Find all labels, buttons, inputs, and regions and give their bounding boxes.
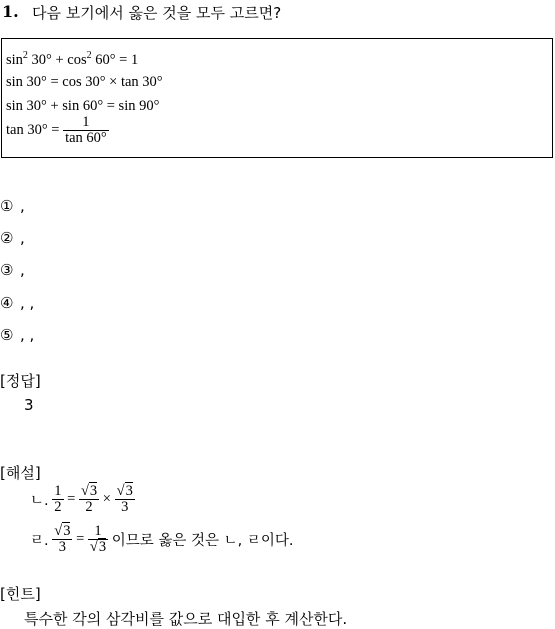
choice-5[interactable]: [0, 326, 34, 344]
frac-5-numerator: 1: [94, 523, 102, 539]
sqrt-symbol: √3: [54, 523, 71, 539]
statement-3: sin 30° + sin 60° = sin 90°: [6, 98, 160, 114]
statement-1-sin: sin: [6, 51, 23, 68]
explanation-line-2-suffix: 이므로 옳은 것은 ㄴ, ㄹ이다.: [111, 533, 294, 549]
statement-1: [6, 50, 138, 69]
hint-text: 특수한 각의 삼각비를 값으로 대입한 후 계산한다.: [24, 610, 348, 628]
statement-1-exp2: 2: [86, 50, 92, 61]
choice-1[interactable]: [0, 197, 25, 215]
statement-2: sin 30° = cos 30° × tan 30°: [6, 74, 163, 90]
question-number: 1.: [2, 2, 19, 21]
choice-4-mark: ④: [0, 294, 14, 312]
explanation-line-1-times: ×: [102, 491, 111, 507]
statement-4-numerator: 1: [82, 114, 90, 130]
sqrt-symbol: √3: [80, 483, 98, 499]
choice-4-text: , ,: [20, 294, 35, 312]
statement-4: [6, 115, 109, 146]
statement-1-exp1: 2: [22, 50, 28, 61]
statement-4-lhs: tan 30° =: [6, 121, 64, 138]
answer-value: 3: [24, 396, 34, 414]
sqrt-symbol: √3: [89, 539, 107, 555]
choice-1-text: ,: [20, 197, 25, 215]
choice-4[interactable]: [0, 294, 34, 312]
choice-1-mark: ①: [0, 197, 14, 215]
statement-1-mid: 30° + cos: [27, 51, 87, 68]
sqrt-symbol: √3: [116, 483, 133, 499]
choice-5-mark: ⑤: [0, 326, 14, 344]
frac-1-numerator: 1: [54, 483, 62, 499]
explanation-line-2: [30, 524, 293, 555]
sqrt-radicand: 3: [89, 483, 98, 499]
explanation-line-1-frac-2: [79, 484, 99, 515]
frac-2-denominator: 2: [79, 499, 99, 515]
explanation-line-1-equals: =: [67, 491, 76, 507]
choice-5-text: , ,: [20, 326, 35, 344]
choice-3-text: ,: [20, 261, 25, 279]
sqrt-radicand: 3: [125, 483, 133, 499]
explanation-label: [해설]: [0, 464, 41, 482]
explanation-line-1-prefix: ㄴ.: [30, 493, 49, 509]
choice-3-mark: ③: [0, 261, 14, 279]
hint-label: [힌트]: [0, 585, 41, 603]
frac-4-numerator: [52, 524, 72, 539]
frac-4-denominator: 3: [52, 539, 72, 555]
frac-2-numerator: [79, 484, 99, 499]
statement-4-fraction: [63, 115, 109, 146]
frac-1-denominator: 2: [54, 499, 62, 515]
choice-2-mark: ②: [0, 229, 14, 247]
explanation-line-2-frac-1: [52, 524, 72, 555]
explanation-line-2-frac-2: [88, 524, 108, 555]
sqrt-radicand: 3: [98, 539, 107, 555]
question-text: 다음 보기에서 옳은 것을 모두 고르면?: [32, 4, 282, 22]
sqrt-radicand: 3: [63, 523, 71, 539]
statement-4-denominator: tan 60°: [65, 130, 107, 146]
explanation-line-1-frac-1: [52, 484, 63, 515]
choice-2-text: ,: [20, 229, 25, 247]
frac-5-denominator: [88, 539, 108, 555]
choice-3[interactable]: [0, 261, 25, 279]
explanation-line-2-equals: =: [76, 531, 85, 547]
explanation-line-1: [30, 484, 135, 515]
explanation-line-2-prefix: ㄹ.: [30, 533, 49, 549]
frac-3-numerator: [115, 484, 135, 499]
explanation-line-1-frac-3: [115, 484, 135, 515]
choice-2[interactable]: [0, 229, 25, 247]
statement-1-end: 60° = 1: [91, 51, 139, 68]
answer-label: [정답]: [0, 372, 41, 390]
frac-3-denominator: 3: [115, 499, 135, 515]
